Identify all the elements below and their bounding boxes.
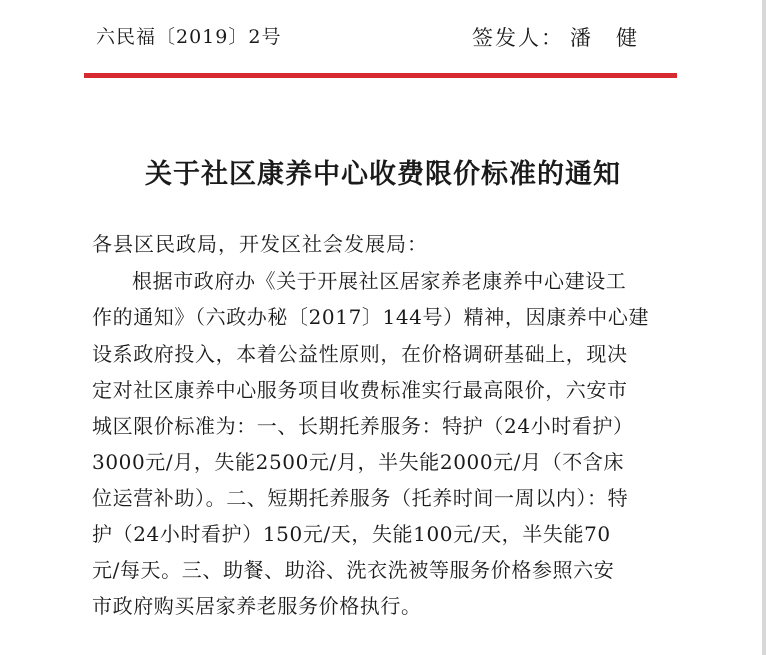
body-line: 作的通知》（六政办秘〔2017〕144号）精神，因康养中心建 bbox=[92, 305, 650, 329]
document-title: 关于社区康养中心收费限价标准的通知 bbox=[145, 159, 621, 190]
page-edge-shadow bbox=[762, 0, 766, 655]
body-line: 设系政府投入，本着公益性原则，在价格调研基础上，现决 bbox=[92, 342, 628, 366]
body-line: 3000元/月，失能2500元/月，半失能2000元/月（不含床 bbox=[92, 450, 625, 474]
signer-name: 潘 健 bbox=[570, 26, 639, 50]
body-line: 定对社区康养中心服务项目收费标准实行最高限价，六安市 bbox=[92, 378, 628, 402]
body-line: 根据市政府办《关于开展社区居家养老康养中心建设工 bbox=[132, 269, 627, 293]
body-line: 市政府购买居家养老服务价格执行。 bbox=[92, 594, 422, 618]
body-line: 护（24小时看护）150元/天，失能100元/天，半失能70 bbox=[92, 522, 611, 546]
body-line: 元/每天。三、助餐、助浴、洗衣洗被等服务价格参照六安 bbox=[92, 558, 615, 582]
salutation: 各县区民政局，开发区社会发展局： bbox=[92, 232, 428, 256]
signer-label: 签发人： bbox=[472, 26, 564, 50]
body-line: 位运营补助）。二、短期托养服务（托养时间一周以内）：特 bbox=[92, 486, 629, 510]
body-line: 城区限价标准为：一、长期托养服务：特护（24小时看护） bbox=[92, 414, 634, 438]
signer-line bbox=[472, 22, 639, 52]
document-number: 六民福〔2019〕2号 bbox=[96, 26, 282, 48]
red-header-rule bbox=[84, 73, 677, 78]
